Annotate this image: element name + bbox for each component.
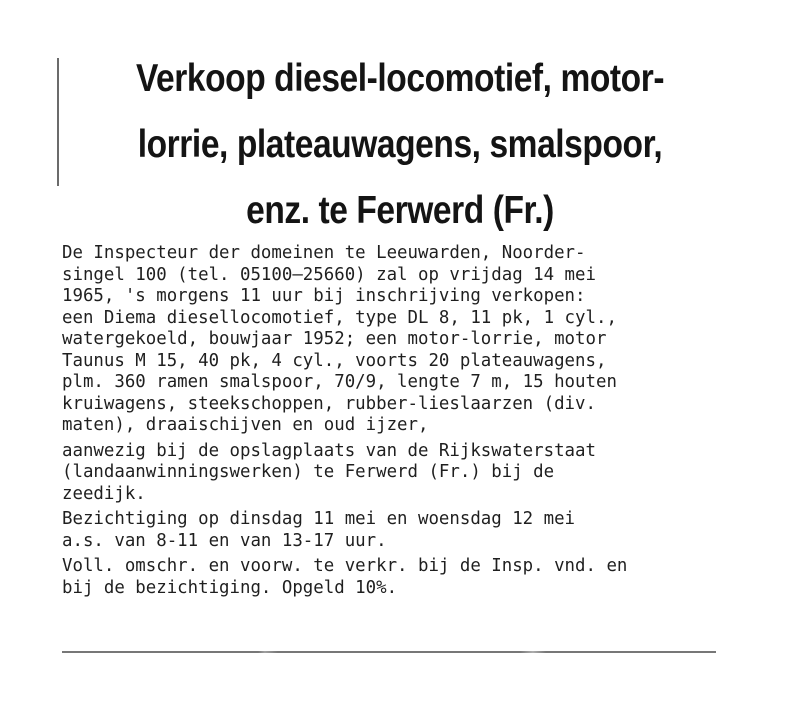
paragraph-viewing: [62, 509, 722, 552]
text-line: (landaanwinningswerken) te Ferwerd (Fr.) bij de: [62, 462, 555, 482]
text-line: een Diema diesellocomotief, type DL 8, 11 pk, 1 cyl.,: [62, 307, 617, 328]
text-line: Bezichtiging op dinsdag 11 mei en woensdag 12 mei: [62, 509, 576, 529]
text-line: Taunus M 15, 40 pk, 4 cyl., voorts 20 plateauwagens,: [62, 350, 607, 371]
paragraph-announcement: [62, 243, 722, 437]
headline-line: enz. te Ferwerd (Fr.): [246, 189, 554, 232]
column-rule: [57, 58, 59, 186]
text-line: bij de bezichtiging. Opgeld 10%.: [62, 577, 398, 598]
text-line: kruiwagens, steekschoppen, rubber-lieslaarzen (div.: [62, 393, 596, 414]
text-line: De Inspecteur der domeinen te Leeuwarden, Noorder-: [62, 243, 586, 263]
text-line: Voll. omschr. en voorw. te verkr. bij de Insp. vnd. en: [62, 556, 628, 576]
text-line: 1965, 's morgens 11 uur bij inschrijving verkopen:: [62, 286, 586, 306]
paragraph-conditions: [62, 556, 722, 599]
headline-line: lorrie, plateauwagens, smalspoor,: [137, 123, 663, 166]
text-line: plm. 360 ramen smalspoor, 70/9, lengte 7 m, 15 houten: [62, 372, 617, 392]
text-line: zeedijk.: [62, 483, 146, 504]
headline-line: Verkoop diesel-locomotief, motor-: [135, 57, 665, 100]
text-line: watergekoeld, bouwjaar 1952; een motor-lorrie, motor: [62, 329, 607, 349]
text-line: a.s. van 8-11 en van 13-17 uur.: [62, 530, 387, 551]
text-line: aanwezig bij de opslagplaats van de Rijkswaterstaat: [62, 440, 596, 461]
headline: [108, 46, 693, 244]
text-line: maten), draaischijven en oud ijzer,: [62, 415, 429, 435]
text-line: singel 100 (tel. 05100—25660) zal op vrijdag 14 mei: [62, 264, 596, 285]
article-body: [62, 243, 722, 603]
bottom-rule: [62, 651, 716, 653]
paragraph-location: [62, 441, 722, 506]
